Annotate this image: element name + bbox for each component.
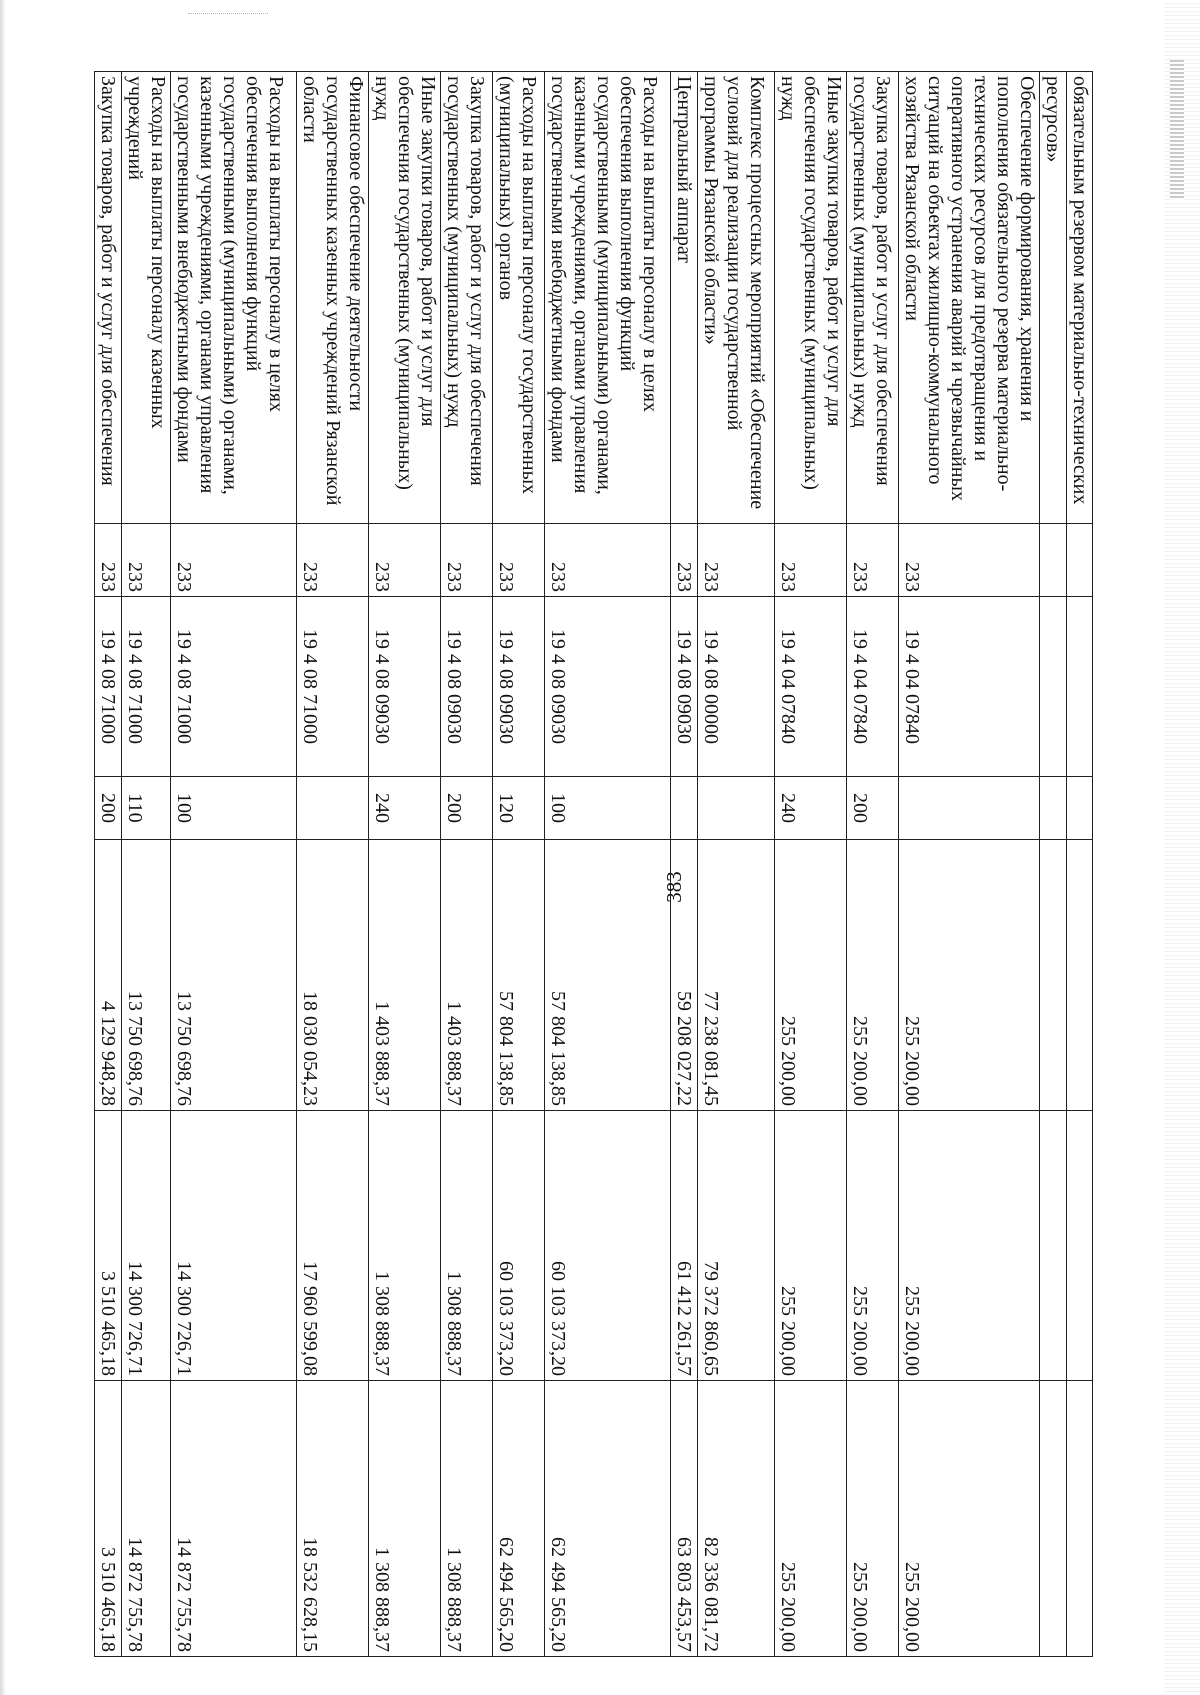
cell-amount-year2: 79 372 860,65 <box>698 1111 775 1381</box>
table-row <box>1067 72 1093 1657</box>
cell-name: Иные закупки товаров, работ и услуг для обеспечения государственных (муниципальных) нужд <box>369 72 441 524</box>
cell-name: Расходы на выплаты персоналу в целях обеспечения выполнения функций государственными (муниципальными) органами, казенными учреждениями, органами управления государственными внебюджетными фондами <box>545 72 671 524</box>
cell-gr-code: 233 <box>122 524 171 597</box>
cell-amount-year3: 82 336 081,72 <box>698 1381 775 1657</box>
cell-csr-code: 19 4 08 09030 <box>441 597 493 777</box>
cell-amount-year1: 13 750 698,76 <box>171 840 297 1111</box>
cell-amount-year2: 1 308 888,37 <box>369 1111 441 1381</box>
scan-edge-noise <box>1164 0 1200 1695</box>
cell-vr-code: 240 <box>775 777 847 840</box>
cell-csr-code <box>1067 597 1093 777</box>
cell-amount-year3: 1 308 888,37 <box>369 1381 441 1657</box>
cell-vr-code <box>1040 777 1067 840</box>
cell-amount-year2: 14 300 726,71 <box>171 1111 297 1381</box>
cell-vr-code: 200 <box>847 777 899 840</box>
cell-csr-code: 19 4 08 71000 <box>297 597 369 777</box>
cell-amount-year1: 77 238 081,45 <box>698 840 775 1111</box>
table-row <box>671 72 698 1657</box>
cell-vr-code: 120 <box>493 777 545 840</box>
cell-vr-code: 100 <box>171 777 297 840</box>
rotated-table-wrapper <box>97 71 1093 1656</box>
cell-vr-code: 110 <box>122 777 171 840</box>
cell-gr-code: 233 <box>441 524 493 597</box>
cell-amount-year3: 255 200,00 <box>847 1381 899 1657</box>
cell-amount-year3: 255 200,00 <box>899 1381 1040 1657</box>
cell-csr-code: 19 4 08 71000 <box>171 597 297 777</box>
table-row <box>95 72 122 1657</box>
cell-name: Центральный аппарат <box>671 72 698 524</box>
cell-amount-year1: 59 208 027,22 <box>671 840 698 1111</box>
table-row <box>775 72 847 1657</box>
cell-gr-code: 233 <box>369 524 441 597</box>
cell-vr-code <box>899 777 1040 840</box>
table-row <box>297 72 369 1657</box>
cell-gr-code: 233 <box>671 524 698 597</box>
cell-csr-code: 19 4 04 07840 <box>847 597 899 777</box>
cell-amount-year3: 63 803 453,57 <box>671 1381 698 1657</box>
table-row <box>899 72 1040 1657</box>
cell-csr-code: 19 4 04 07840 <box>775 597 847 777</box>
cell-amount-year3: 3 510 465,18 <box>95 1381 122 1657</box>
cell-csr-code <box>1040 597 1067 777</box>
cell-vr-code <box>698 777 775 840</box>
table-row <box>171 72 297 1657</box>
cell-gr-code <box>1040 524 1067 597</box>
cell-amount-year3: 1 308 888,37 <box>441 1381 493 1657</box>
cell-amount-year1: 255 200,00 <box>899 840 1040 1111</box>
cell-amount-year1: 13 750 698,76 <box>122 840 171 1111</box>
cell-vr-code: 200 <box>95 777 122 840</box>
table-row <box>441 72 493 1657</box>
table-row <box>847 72 899 1657</box>
cell-amount-year1 <box>1067 840 1093 1111</box>
cell-amount-year2: 1 308 888,37 <box>441 1111 493 1381</box>
cell-name: Закупка товаров, работ и услуг для обеспечения <box>95 72 122 524</box>
budget-table <box>94 71 1093 1657</box>
table-row <box>545 72 671 1657</box>
table-row <box>698 72 775 1657</box>
cell-gr-code: 233 <box>847 524 899 597</box>
table-row <box>369 72 441 1657</box>
cell-gr-code: 233 <box>775 524 847 597</box>
cell-amount-year2: 60 103 373,20 <box>493 1111 545 1381</box>
cell-name: Закупка товаров, работ и услуг для обеспечения государственных (муниципальных) нужд <box>847 72 899 524</box>
table-row <box>493 72 545 1657</box>
cell-name: Закупка товаров, работ и услуг для обеспечения государственных (муниципальных) нужд <box>441 72 493 524</box>
cell-name: Иные закупки товаров, работ и услуг для обеспечения государственных (муниципальных) нужд <box>775 72 847 524</box>
cell-vr-code: 240 <box>369 777 441 840</box>
cell-csr-code: 19 4 08 09030 <box>369 597 441 777</box>
cell-amount-year1: 1 403 888,37 <box>369 840 441 1111</box>
cell-vr-code <box>671 777 698 840</box>
scan-artifact <box>1170 60 1184 200</box>
cell-csr-code: 19 4 08 71000 <box>95 597 122 777</box>
cell-name: Расходы на выплаты персоналу государственных (муниципальных) органов <box>493 72 545 524</box>
budget-table-body <box>95 72 1093 1657</box>
cell-amount-year1: 1 403 888,37 <box>441 840 493 1111</box>
cell-name: Обеспечение формирования, хранения и пополнения обязательного резерва материально-технических ресурсов для предотвращения и оперативного устранения аварий и чрезвычайных ситуаций на объектах жилищно-коммунального хозяйства Рязанской области <box>899 72 1040 524</box>
cell-amount-year3 <box>1067 1381 1093 1657</box>
cell-amount-year3 <box>1040 1381 1067 1657</box>
cell-amount-year1: 57 804 138,85 <box>493 840 545 1111</box>
cell-name: обязательным резервом материально-технических <box>1067 72 1093 524</box>
cell-gr-code <box>1067 524 1093 597</box>
cell-csr-code: 19 4 08 09030 <box>493 597 545 777</box>
cell-csr-code: 19 4 04 07840 <box>899 597 1040 777</box>
cell-name: Расходы на выплаты персоналу казенных учреждений <box>122 72 171 524</box>
cell-amount-year3: 62 494 565,20 <box>493 1381 545 1657</box>
cell-amount-year2 <box>1067 1111 1093 1381</box>
cell-amount-year1: 255 200,00 <box>775 840 847 1111</box>
cell-amount-year1: 4 129 948,28 <box>95 840 122 1111</box>
table-row <box>1040 72 1067 1657</box>
cell-amount-year3: 62 494 565,20 <box>545 1381 671 1657</box>
cell-amount-year2: 17 960 599,08 <box>297 1111 369 1381</box>
cell-csr-code: 19 4 08 71000 <box>122 597 171 777</box>
page-number: 383 <box>662 871 686 903</box>
cell-name: Комплекс процессных мероприятий «Обеспечение условий для реализации государственной программы Рязанской области» <box>698 72 775 524</box>
cell-gr-code: 233 <box>698 524 775 597</box>
cell-name: Финансовое обеспечение деятельности государственных казенных учреждений Рязанской области <box>297 72 369 524</box>
cell-amount-year2 <box>1040 1111 1067 1381</box>
cell-gr-code: 233 <box>171 524 297 597</box>
cell-gr-code: 233 <box>95 524 122 597</box>
cell-amount-year3: 14 872 755,78 <box>171 1381 297 1657</box>
cell-gr-code: 233 <box>899 524 1040 597</box>
cell-amount-year2: 3 510 465,18 <box>95 1111 122 1381</box>
cell-csr-code: 19 4 08 09030 <box>545 597 671 777</box>
cell-amount-year1: 255 200,00 <box>847 840 899 1111</box>
cell-amount-year2: 255 200,00 <box>847 1111 899 1381</box>
cell-vr-code <box>297 777 369 840</box>
cell-amount-year2: 60 103 373,20 <box>545 1111 671 1381</box>
cell-amount-year2: 14 300 726,71 <box>122 1111 171 1381</box>
cell-name: ресурсов» <box>1040 72 1067 524</box>
cell-amount-year3: 255 200,00 <box>775 1381 847 1657</box>
cell-name: Расходы на выплаты персоналу в целях обеспечения выполнения функций государственными (муниципальными) органами, казенными учреждениями, органами управления государственными внебюджетными фондами <box>171 72 297 524</box>
cell-amount-year3: 14 872 755,78 <box>122 1381 171 1657</box>
cell-amount-year1 <box>1040 840 1067 1111</box>
cell-amount-year3: 18 532 628,15 <box>297 1381 369 1657</box>
table-row <box>122 72 171 1657</box>
cell-vr-code: 200 <box>441 777 493 840</box>
scan-dots <box>188 13 268 16</box>
cell-amount-year2: 255 200,00 <box>775 1111 847 1381</box>
cell-amount-year2: 61 412 261,57 <box>671 1111 698 1381</box>
cell-amount-year1: 18 030 054,23 <box>297 840 369 1111</box>
cell-amount-year1: 57 804 138,85 <box>545 840 671 1111</box>
cell-gr-code: 233 <box>493 524 545 597</box>
cell-csr-code: 19 4 08 09030 <box>671 597 698 777</box>
scan-edge-shadow <box>0 0 6 1695</box>
cell-csr-code: 19 4 08 00000 <box>698 597 775 777</box>
cell-vr-code: 100 <box>545 777 671 840</box>
cell-vr-code <box>1067 777 1093 840</box>
cell-gr-code: 233 <box>545 524 671 597</box>
cell-amount-year2: 255 200,00 <box>899 1111 1040 1381</box>
cell-gr-code: 233 <box>297 524 369 597</box>
